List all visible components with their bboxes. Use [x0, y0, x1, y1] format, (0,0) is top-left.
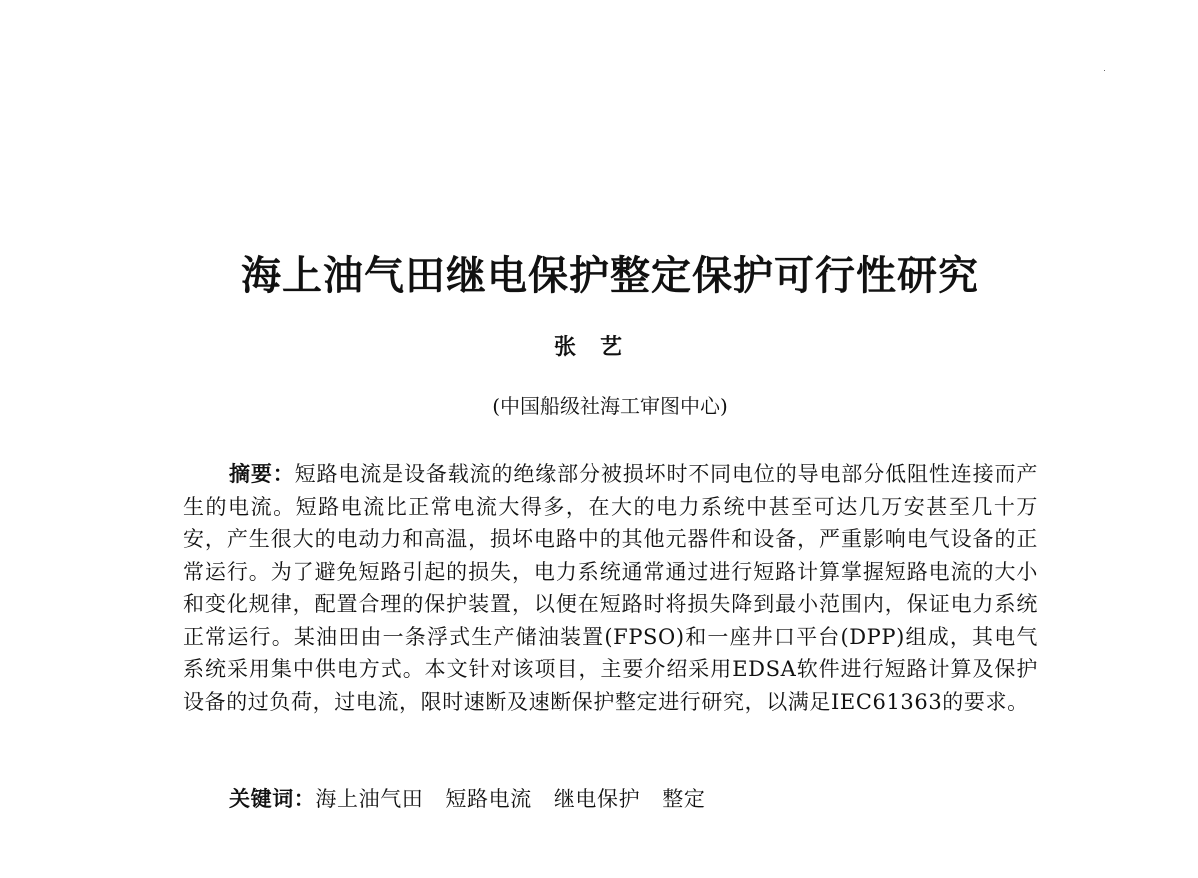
scan-speck	[1104, 70, 1105, 71]
keywords-line	[229, 783, 727, 815]
keywords-label: 关键词：	[229, 787, 316, 811]
abstract-label: 摘要：	[229, 462, 295, 486]
keyword: 海上油气田	[315, 787, 424, 811]
author-name: 张艺	[553, 334, 646, 360]
author-affiliation: (中国船级社海工审图中心)	[492, 394, 728, 418]
keyword: 短路电流	[445, 787, 532, 811]
abstract-text: 短路电流是设备载流的绝缘部分被损坏时不同电位的导电部分低阻性连接而产生的电流。短路电流比正常电流大得多，在大的电力系统中甚至可达几万安甚至几十万安，产生很大的电动力和高温，损坏电路中的其他元器件和设备，严重影响电气设备的正常运行。为了避免短路引起的损失，电力系统通常通过进行短路计算掌握短路电流的大小和变化规律，配置合理的保护装置，以便在短路时将损失降到最小范围内，保证电力系统正常运行。某油田由一条浮式生产储油装置(FPSO)和一座井口平台(DPP)组成，其电气系统采用集中供电方式。本文针对该项目，主要介绍采用EDSA软件进行短路计算及保护设备的过负荷，过电流，限时速断及速断保护整定进行研究，以满足IEC61363的要求。	[183, 462, 1038, 714]
abstract-paragraph	[183, 458, 1038, 718]
paper-title: 海上油气田继电保护整定保护可行性研究	[241, 253, 979, 299]
keyword: 继电保护	[553, 787, 641, 811]
keyword: 整定	[662, 787, 706, 811]
